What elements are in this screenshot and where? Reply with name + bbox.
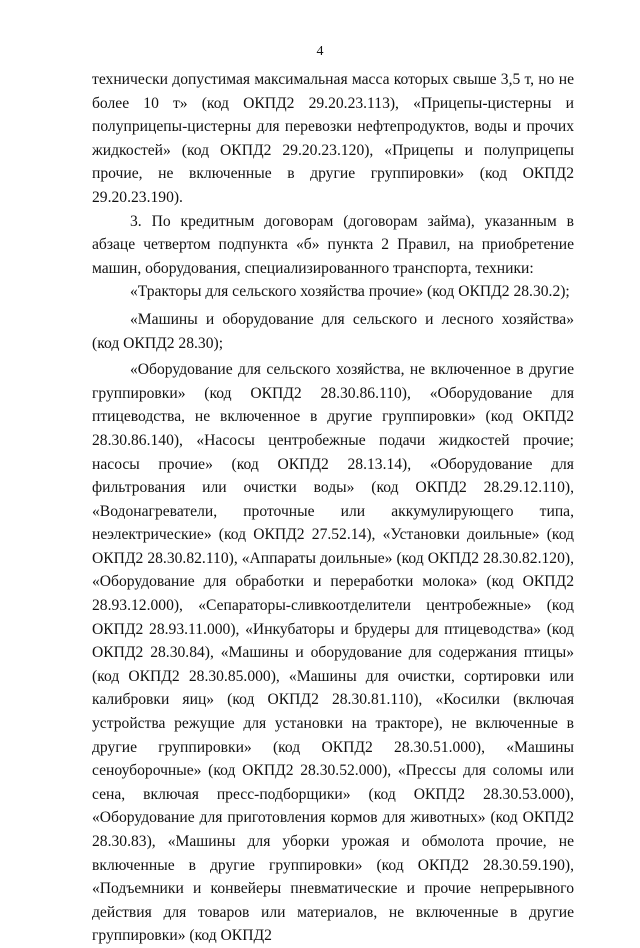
paragraph-item-3: 3. По кредитным договорам (договорам займа), указанным в абзаце четвертом подпункта «б» пункта 2 Правил, на приобретение машин, оборудования, специализированного транспорта, техники: (92, 212, 574, 277)
paragraph-equipment-list: «Оборудование для сельского хозяйства, не включенное в другие группировки» (код ОКПД2 28.30.86.110), «Оборудование для птицеводства, не включенное в другие группировки» (код ОКПД2 28.30.86.140), «Насосы центробежные подачи жидкостей прочие; насосы прочие» (код ОКПД2 28.13.14), «Оборудование для фильтрования или очистки воды» (код ОКПД2 28.29.12.110), «Водонагреватели, проточные или аккумулирующего типа, неэлектрические» (код ОКПД2 27.52.14), «Установки доильные» (код ОКПД2 28.30.82.110), «Аппараты доильные» (код ОКПД2 28.30.82.120), «Оборудование для обработки и переработки молока» (код ОКПД2 28.93.12.000), «Сепараторы-сливкоотделители центробежные» (код ОКПД2 28.93.11.000), «Инкубаторы и брудеры для птицеводства» (код ОКПД2 28.30.84), «Машины и оборудование для содержания птицы» (код ОКПД2 28.30.85.000), «Машины для очистки, сортировки или калибровки яиц» (код ОКПД2 28.30.81.110), «Косилки (включая устройства режущие для установки на тракторе), не включенные в другие группировки» (код ОКПД2 28.30.51.000), «Машины сеноуборочные» (код ОКПД2 28.30.52.000), «Прессы для соломы или сена, включая пресс-подборщики» (код ОКПД2 28.30.53.000), «Оборудование для приготовления кормов для животных» (код ОКПД2 28.30.83), «Машины для уборки урожая и обмолота прочие, не включенные в другие группировки» (код ОКПД2 28.30.59.190), «Подъемники и конвейеры пневматические и прочие непрерывного действия для товаров или материалов, не включенные в другие группировки» (код ОКПД2 (92, 361, 574, 945)
paragraph-tractors: «Тракторы для сельского хозяйства прочие» (код ОКПД2 28.30.2); (130, 283, 570, 301)
document-body (92, 68, 574, 948)
paragraph-machines-agriculture-forestry: «Машины и оборудование для сельского и лесного хозяйства» (код ОКПД2 28.30); (92, 310, 574, 352)
paragraph-continuation: технически допустимая максимальная масса которых свыше 3,5 т, но не более 10 т» (код ОКПД2 29.20.23.113), «Прицепы-цистерны и полуприцепы-цистерны для перевозки нефтепродуктов, воды и прочих жидкостей» (код ОКПД2 29.20.23.120), «Прицепы и полуприцепы прочие, не включенные в другие группировки» (код ОКПД2 29.20.23.190). (92, 71, 574, 206)
page-number: 4 (316, 44, 324, 59)
